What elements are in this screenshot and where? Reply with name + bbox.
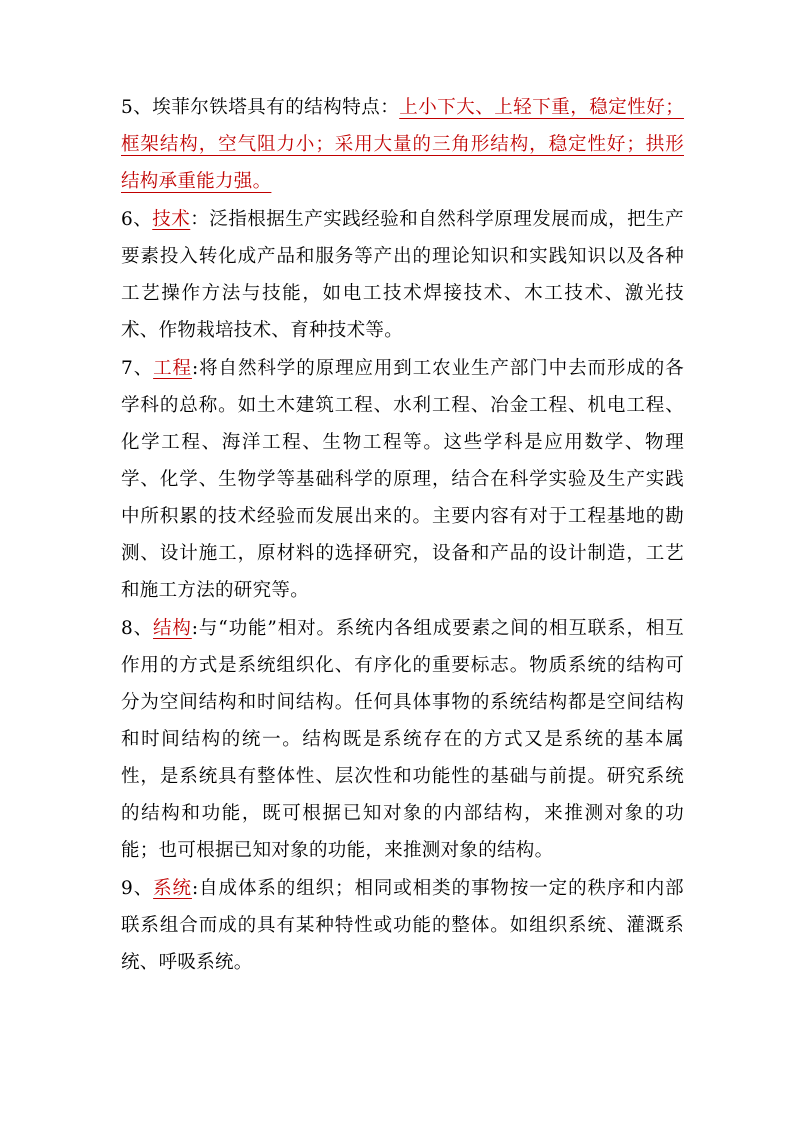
item-number: 5、 xyxy=(121,97,153,118)
item-answer-text: 上小下大、上轻下重，稳定性好；框架结构，空气阻力小；采用大量的三角形结构，稳定性好；拱形结构承重能力强。 xyxy=(121,97,684,192)
term-separator: : xyxy=(191,618,199,639)
item-5 xyxy=(121,89,684,200)
item-definition: 自成体系的组织；相同或相类的事物按一定的秩序和内部联系组合而成的具有某种特性或功能的整体。如组织系统、灌溉系统、呼吸系统。 xyxy=(121,878,684,973)
term-engineering: 工程 xyxy=(153,358,192,379)
item-definition: 与“功能”相对。系统内各组成要素之间的相互联系，相互作用的方式是系统组织化、有序化的重要标志。物质系统的结构可分为空间结构和时间结构。任何具体事物的系统结构都是空间结构和时间结构的统一。结构既是系统存在的方式又是系统的基本属性，是系统具有整体性、层次性和功能性的基础与前提。研究系统的结构和功能，既可根据已知对象的内部结构，来推测对象的功能；也可根据已知对象的功能，来推测对象的结构。 xyxy=(121,618,685,861)
item-definition: 将自然科学的原理应用到工农业生产部门中去而形成的各学科的总称。如土木建筑工程、水利工程、冶金工程、机电工程、化学工程、海洋工程、生物工程等。这些学科是应用数学、物理学、化学、生物学等基础科学的原理，结合在科学实验及生产实践中所积累的技术经验而发展出来的。主要内容有对于工程基地的勘测、设计施工，原材料的选择研究，设备和产品的设计制造，工艺和施工方法的研究等。 xyxy=(121,358,684,601)
term-structure: 结构 xyxy=(153,618,192,639)
term-separator: : xyxy=(191,358,199,379)
item-8 xyxy=(121,610,684,869)
item-9 xyxy=(121,870,684,981)
document-body xyxy=(121,89,684,981)
item-6 xyxy=(121,201,684,349)
item-lead-text: 埃菲尔铁塔具有的结构特点： xyxy=(152,97,400,118)
term-separator: : xyxy=(191,878,199,899)
item-7 xyxy=(121,350,684,609)
term-technology: 技术 xyxy=(152,209,191,230)
item-number: 6、 xyxy=(121,209,153,230)
term-separator: ： xyxy=(190,209,210,230)
item-number: 8、 xyxy=(121,618,154,639)
item-number: 7、 xyxy=(121,358,154,379)
term-system: 系统 xyxy=(153,878,192,899)
item-number: 9、 xyxy=(121,878,154,899)
item-definition: 泛指根据生产实践经验和自然科学原理发展而成，把生产要素投入转化成产品和服务等产出的理论知识和实践知识以及各种工艺操作方法与技能，如电工技术焊接技术、木工技术、激光技术、作物栽培技术、育种技术等。 xyxy=(121,209,684,341)
